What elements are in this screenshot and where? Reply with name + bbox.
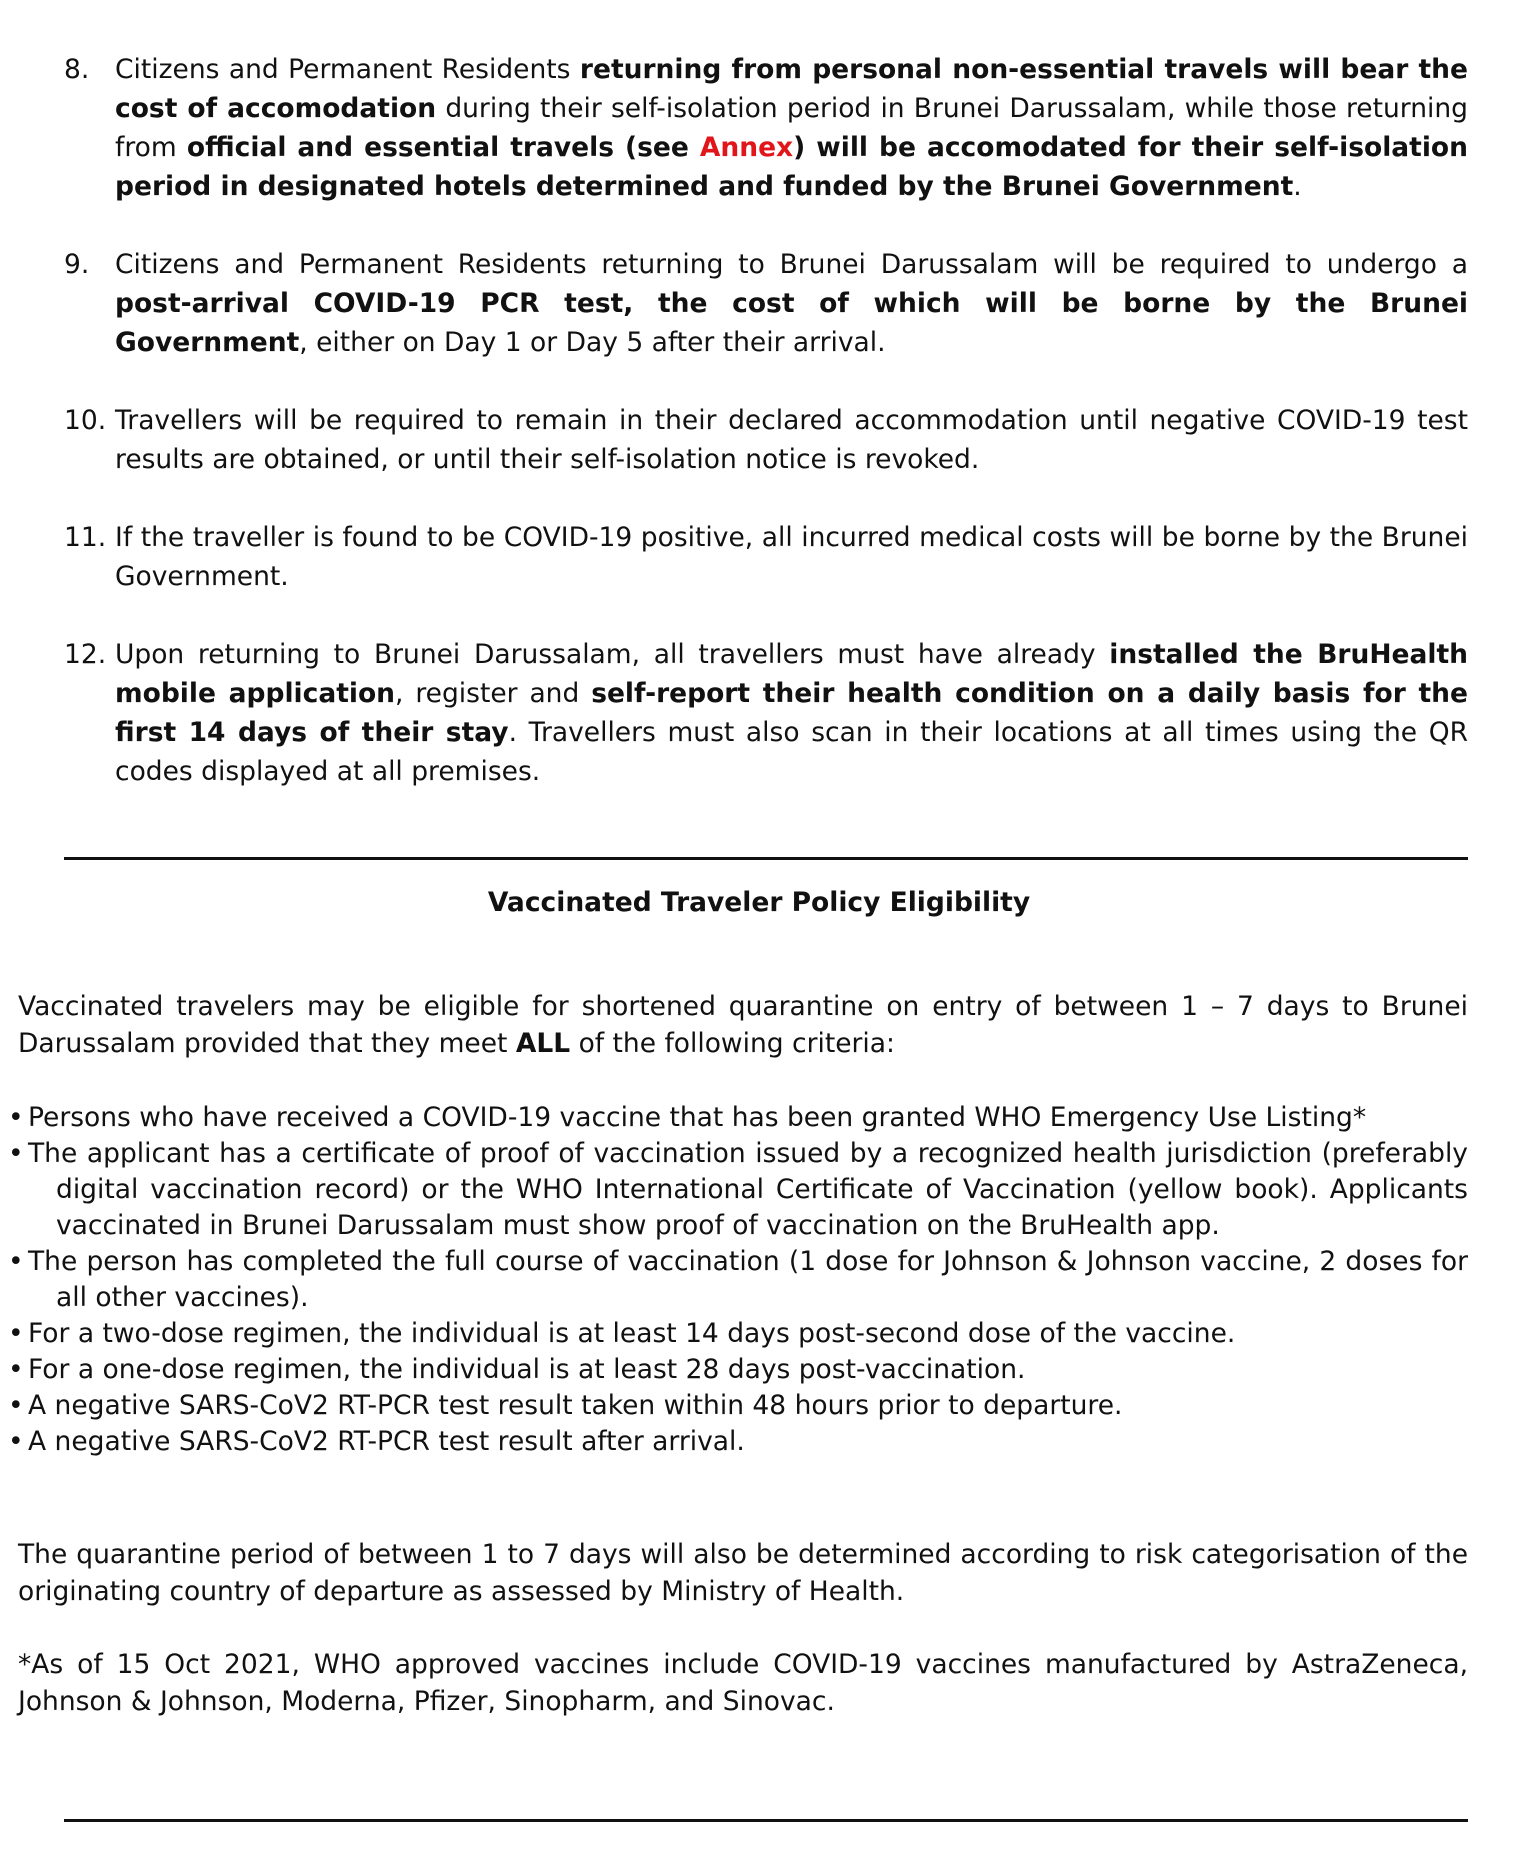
- criteria-item: [8, 1136, 1468, 1244]
- intro-text-bold: ALL: [515, 1028, 571, 1059]
- criteria-text: A negative SARS-CoV2 RT-PCR test result taken within 48 hours prior to departure.: [28, 1390, 1123, 1421]
- item-text: If the traveller is found to be COVID-19 positive, all incurred medical costs will be borne by the Brunei Government.: [115, 522, 1468, 592]
- criteria-item: [8, 1352, 1468, 1388]
- item-text: Citizens and Permanent Residents returning to Brunei Darussalam will be required to undergo a: [115, 249, 1468, 280]
- item-text: post-arrival COVID-19 PCR test, the cost of which will be borne by the Brunei Government: [115, 288, 1468, 358]
- item-text: Travellers will be required to remain in their declared accommodation until negative COVID-19 test results are obtained, or until their self-isolation notice is revoked.: [115, 405, 1468, 475]
- bullet-dot: •: [8, 1390, 24, 1421]
- item-text: during their self-isolation period in Brunei Darussalam, while those returning from: [115, 93, 1468, 163]
- item-number: 10.: [64, 405, 107, 436]
- item-text: .: [1293, 171, 1302, 202]
- item-text: returning from personal non-essential travels will bear the cost of accomodation: [115, 54, 1468, 124]
- criteria-item: [8, 1100, 1468, 1136]
- item-text: . Travellers must also scan in their locations at all times using the QR codes displayed at all premises.: [115, 717, 1468, 787]
- section-title: Vaccinated Traveler Policy Eligibility: [487, 887, 1031, 918]
- numbered-item: [64, 635, 1468, 791]
- criteria-item: [8, 1244, 1468, 1316]
- criteria-text: For a two-dose regimen, the individual is at least 14 days post-second dose of the vaccine.: [28, 1318, 1236, 1349]
- criteria-text: A negative SARS-CoV2 RT-PCR test result after arrival.: [28, 1426, 745, 1457]
- criteria-item: [8, 1424, 1468, 1460]
- bullet-dot: •: [8, 1138, 24, 1169]
- criteria-text: The person has completed the full course of vaccination (1 dose for Johnson & Johnson vaccine, 2 doses for all other vaccines).: [28, 1246, 1468, 1313]
- horizontal-rule-top: [64, 857, 1468, 860]
- annex-link-text: Annex: [699, 132, 794, 163]
- bullet-dot: •: [8, 1102, 24, 1133]
- bullet-dot: •: [8, 1246, 24, 1277]
- intro-text-before: Vaccinated travelers may be eligible for shortened quarantine on entry of between 1 – 7 days to Brunei Darussalam provided that they meet: [18, 991, 1468, 1059]
- criteria-text: For a one-dose regimen, the individual is at least 28 days post-vaccination.: [28, 1354, 1026, 1385]
- item-text: self-report their health condition on a daily basis for the first 14 days of their stay: [115, 678, 1468, 748]
- horizontal-rule-bottom: [64, 1819, 1468, 1822]
- bullet-dot: •: [8, 1354, 24, 1385]
- intro-paragraph: [18, 988, 1468, 1062]
- criteria-text: Persons who have received a COVID-19 vaccine that has been granted WHO Emergency Use Listing*: [28, 1102, 1367, 1133]
- item-number: 9.: [64, 249, 90, 280]
- numbered-item: [64, 50, 1468, 206]
- criteria-bullet-list: [8, 1100, 1468, 1460]
- bullet-dot: •: [8, 1426, 24, 1457]
- numbered-item: [64, 518, 1468, 596]
- item-text: official and essential travels (see: [186, 132, 700, 163]
- item-number: 11.: [64, 522, 107, 553]
- item-number: 8.: [64, 54, 90, 85]
- criteria-text: The applicant has a certificate of proof of vaccination issued by a recognized health jurisdiction (preferably digital vaccination record) or the WHO International Certificate of Vaccination (yellow book). Applicants vaccinated in Brunei Darussalam must show proof of vaccination on the BruHealth app.: [28, 1138, 1468, 1241]
- item-text: Upon returning to Brunei Darussalam, all travellers must have already: [115, 639, 1110, 670]
- vaccine-footnote: *As of 15 Oct 2021, WHO approved vaccines include COVID-19 vaccines manufactured by AstraZeneca, Johnson & Johnson, Moderna, Pfizer, Sinopharm, and Sinovac.: [18, 1649, 1468, 1717]
- item-text: installed the BruHealth mobile application: [115, 639, 1468, 709]
- criteria-item: [8, 1388, 1468, 1424]
- intro-text-after: of the following criteria:: [570, 1028, 895, 1059]
- numbered-list: [64, 50, 1468, 830]
- item-text: , either on Day 1 or Day 5 after their arrival.: [299, 327, 886, 358]
- item-text: , register and: [395, 678, 592, 709]
- quarantine-note: The quarantine period of between 1 to 7 days will also be determined according to risk categorisation of the originating country of departure as assessed by Ministry of Health.: [18, 1539, 1468, 1607]
- item-text: ) will be accomodated for their self-isolation period in designated hotels determined and funded by the Brunei Government: [115, 132, 1468, 202]
- item-text: Citizens and Permanent Residents: [115, 54, 580, 85]
- numbered-item: [64, 401, 1468, 479]
- criteria-item: [8, 1316, 1468, 1352]
- bullet-dot: •: [8, 1318, 24, 1349]
- numbered-item: [64, 245, 1468, 362]
- item-number: 12.: [64, 639, 107, 670]
